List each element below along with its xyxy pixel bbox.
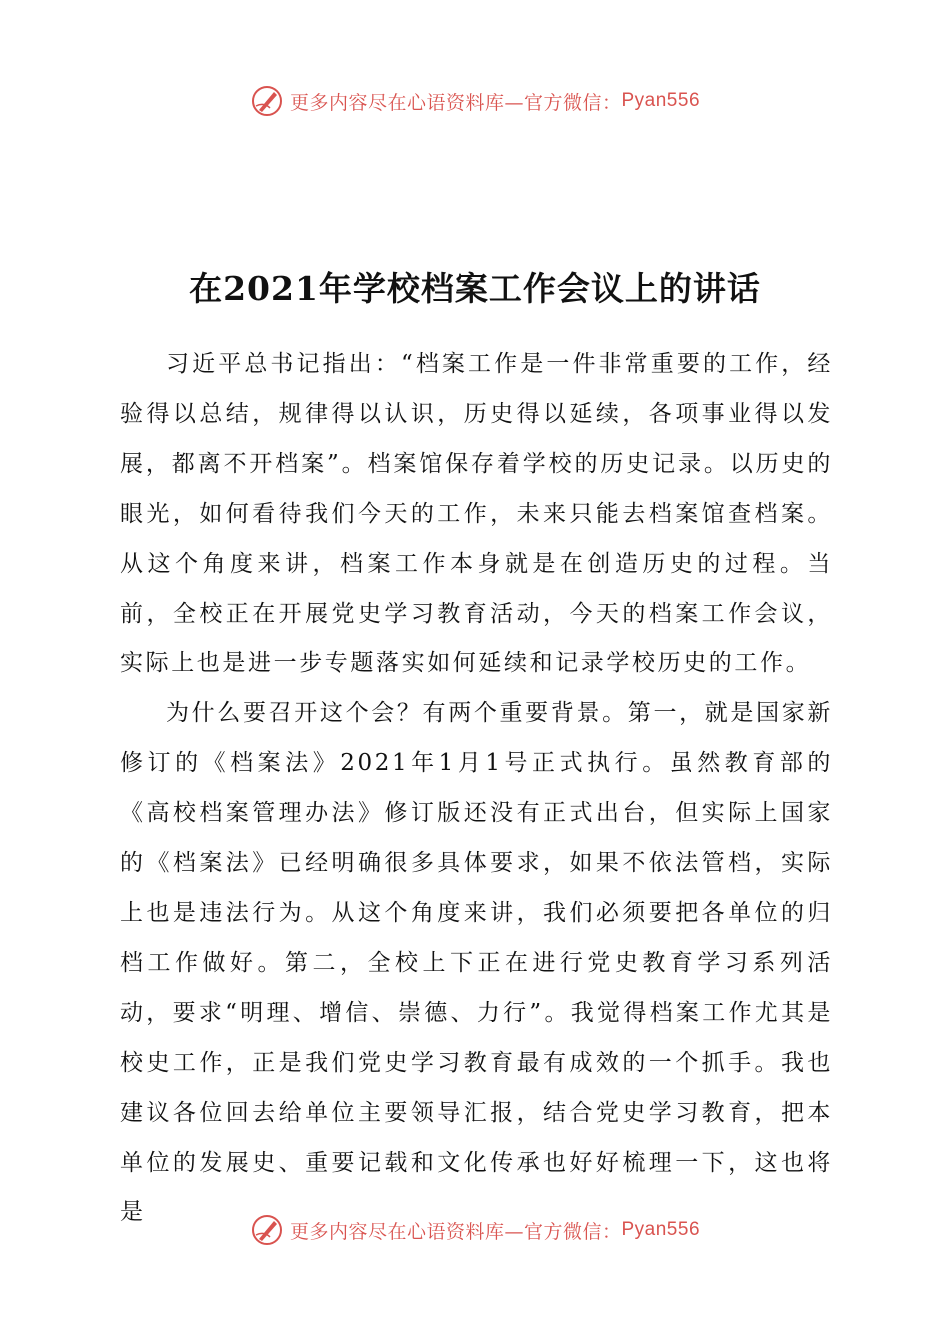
paragraph: 习近平总书记指出：“档案工作是一件非常重要的工作，经验得以总结，规律得以认识，历史得以延续，各项事业得以发展，都离不开档案”。档案馆保存着学校的历史记录。以历史的眼光，如何看待我们今天的工作，未来只能去档案馆查档案。从这个角度来讲，档案工作本身就是在创造历史的过程。当前，全校正在开展党史学习教育活动，今天的档案工作会议，实际上也是进一步专题落实如何延续和记录学校历史的工作。: [120, 351, 833, 677]
footer-watermark: [0, 1213, 950, 1247]
paragraph: 为什么要召开这个会？有两个重要背景。第一，就是国家新修订的《档案法》2021年1月1号正式执行。虽然教育部的《高校档案管理办法》修订版还没有正式出台，但实际上国家的《档案法》已经明确很多具体要求，如果不依法管档，实际上也是违法行为。从这个角度来讲，我们必须要把各单位的归档工作做好。第二，全校上下正在进行党史教育学习系列活动，要求“明理、增信、崇德、力行”。我觉得档案工作尤其是校史工作，正是我们党史学习教育最有成效的一个抓手。我也建议各位回去给单位主要领导汇报，结合党史学习教育，把本单位的发展史、重要记载和文化传承也好好梳理一下，这也将是: [120, 700, 833, 1226]
header-watermark: [0, 84, 950, 118]
quill-pen-logo-icon: [250, 1213, 284, 1247]
watermark-text: 更多内容尽在心语资料库—官方微信：: [289, 1220, 622, 1243]
document-title: 在2021年学校档案工作会议上的讲话: [189, 269, 761, 308]
watermark-wechat-id: Pyan556: [621, 1219, 701, 1240]
document-body: [120, 340, 833, 1238]
quill-pen-logo-icon: [250, 84, 284, 118]
watermark-wechat-id: Pyan556: [621, 90, 701, 111]
watermark-text: 更多内容尽在心语资料库—官方微信：: [289, 91, 622, 114]
